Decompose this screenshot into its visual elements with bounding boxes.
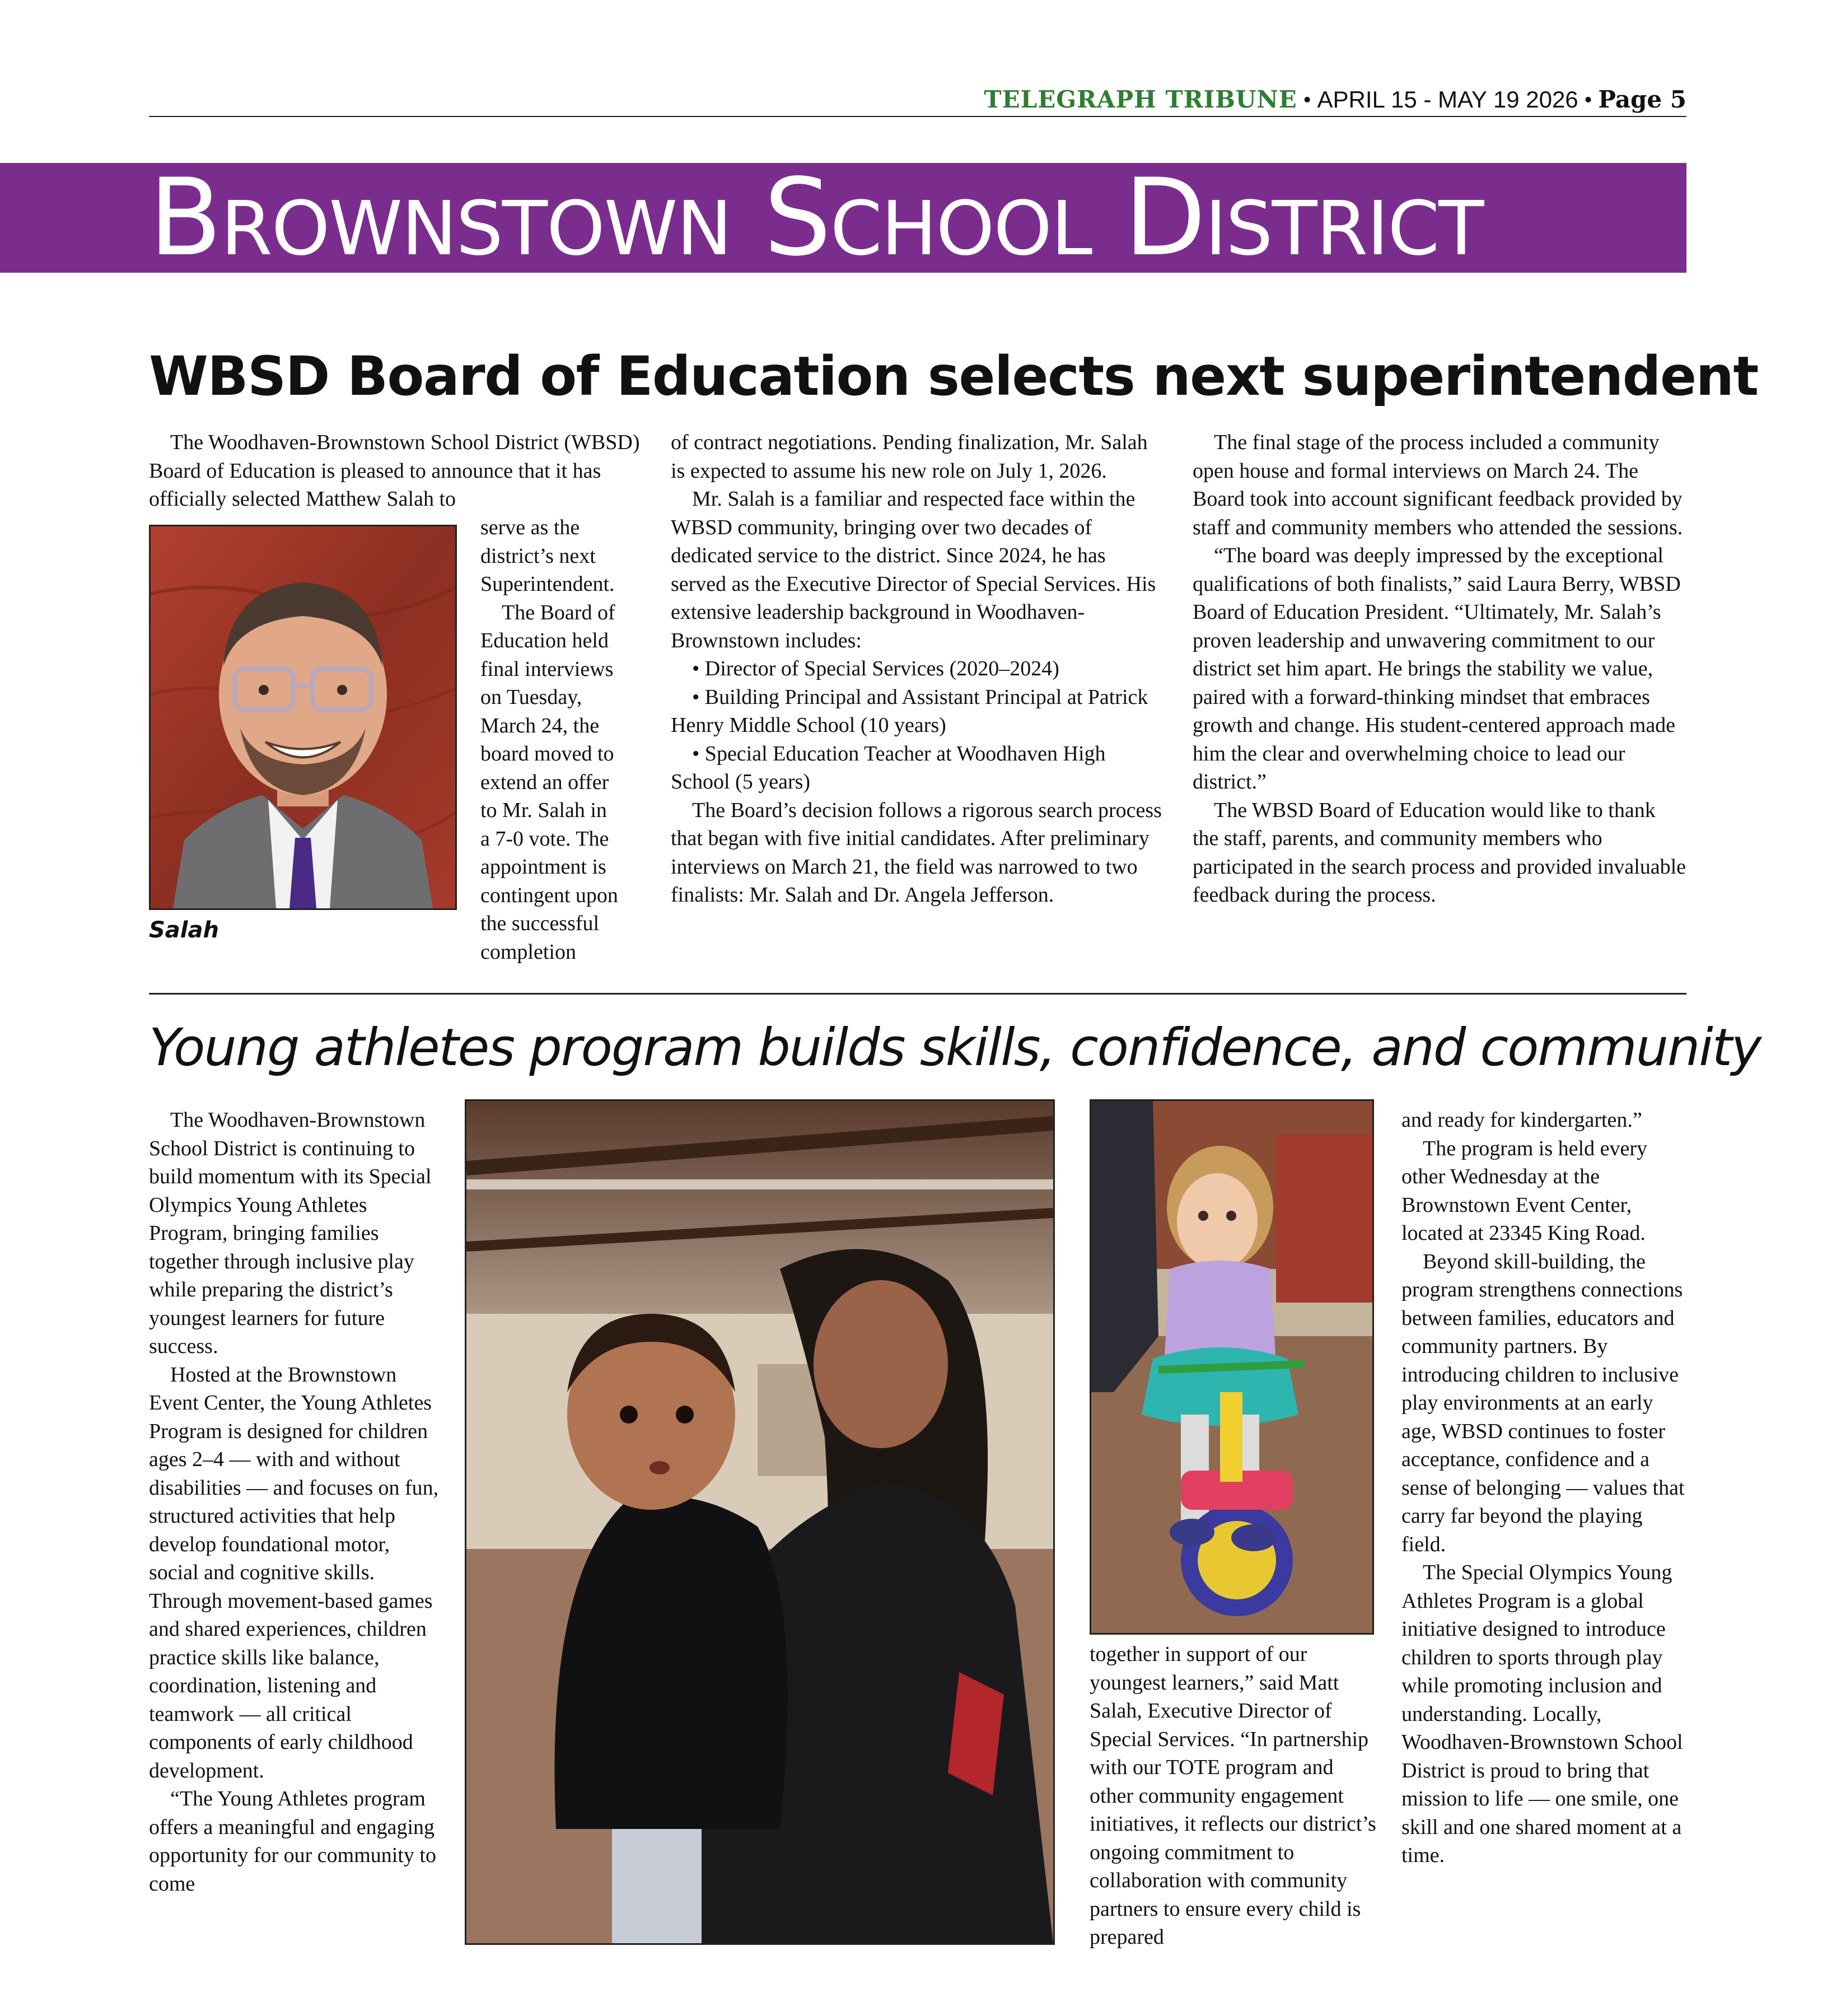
event-center-photo-illustration — [466, 1101, 1053, 1943]
wrap-line: district’s next — [480, 544, 596, 568]
paragraph: The Woodhaven-Brownstown School District is continuing to build momentum with its Special Olympics Young Athletes Program, bringing families together through inclusive play while preparing the district’s youngest learners for future success. — [149, 1108, 432, 1358]
wrap-line: Education held — [480, 629, 609, 652]
tricycle-photo-illustration — [1091, 1101, 1372, 1633]
girl-on-tricycle-photo — [1090, 1099, 1374, 1635]
paragraph: together in support of our youngest learners,” said Matt Salah, Executive Director of Special Services. “In partnership with our TOTE program and other community engagement initiatives, it reflects our district’s ongoing commitment to collaboration with community partners to ensure every child is prepared — [1090, 1642, 1376, 1949]
story2-column-3 — [1090, 1640, 1381, 1952]
story1-intro — [149, 428, 642, 514]
woman-holding-toddler-photo — [465, 1099, 1055, 1945]
wrap-line: completion — [480, 940, 576, 964]
page-number: Page 5 — [1598, 86, 1686, 113]
paragraph: The WBSD Board of Education would like to thank the staff, parents, and community members who participated in the search process and provided invaluable feedback during the process. — [1193, 798, 1686, 907]
wrap-line: final interviews — [480, 657, 614, 681]
list-item: • Special Education Teacher at Woodhaven High School (5 years) — [671, 741, 1106, 794]
folio-bullet: • — [1584, 87, 1592, 113]
paragraph: of contract negotiations. Pending finalization, Mr. Salah is expected to assume his new role on July 1, 2026. — [671, 431, 1148, 483]
paragraph: “The board was deeply impressed by the exceptional qualifications of both finalists,” said Laura Berry, WBSD Board of Education President. “Ultimately, Mr. Salah’s proven leadership and unwavering commitment to our district set him apart. He brings the stability we value, paired with a forward-thinking mindset that embraces growth and change. His student-centered approach made him the clear and overwhelming choice to lead our district.” — [1193, 544, 1681, 794]
wrap-line: extend an offer — [480, 770, 609, 794]
paragraph: The Special Olympics Young Athletes Program is a global initiative designed to introduce children to sports through play while promoting inclusion and understanding. Locally, Woodhaven-Brownstown School District is proud to bring that mission to life — one smile, one skill and one shared moment at a time. — [1401, 1561, 1683, 1867]
folio-bullet: • — [1303, 87, 1311, 113]
salah-portrait-illustration — [151, 526, 455, 908]
paragraph: “The Young Athletes program offers a meaningful and engaging opportunity for our community to come — [149, 1787, 436, 1896]
wrap-line: The Board of — [502, 600, 615, 624]
paragraph: and ready for kindergarten.” — [1401, 1108, 1642, 1132]
publication-name: TELEGRAPH TRIBUNE — [984, 86, 1297, 113]
story-divider — [149, 993, 1686, 995]
story2-column-1 — [149, 1106, 440, 1898]
photo-caption: Salah — [149, 917, 219, 943]
story1-headline: WBSD Board of Education selects next superintendent — [149, 345, 1758, 408]
paragraph: The program is held every other Wednesday at the Brownstown Event Center, located at 23345 King Road. — [1401, 1136, 1647, 1245]
paragraph: The final stage of the process included a community open house and formal interviews on March 24. The Board took into account significant feedback provided by staff and community members who attended the sessions. — [1193, 431, 1683, 539]
paragraph: Beyond skill-building, the program strengthens connections between families, educators and community partners. By introducing children to inclusive play environments at an early age, WBSD continues to foster acceptance, confidence and a sense of belonging — values that carry far beyond the playing field. — [1401, 1249, 1685, 1556]
list-item: • Director of Special Services (2020–2024) — [692, 657, 1059, 680]
wrap-line: a 7-0 vote. The — [480, 827, 609, 851]
paragraph: Hosted at the Brownstown Event Center, the Young Athletes Program is designed for children ages 2–4 — with and without disabilities — and focuses on fun, structured activities that help develop foundational motor, social and cognitive skills. Through movement-based games and shared experiences, children practice skills like balance, coordination, listening and teamwork — all critical components of early childhood development. — [149, 1362, 439, 1782]
wrap-line: contingent upon — [480, 883, 618, 907]
story1-intro-paragraph: The Woodhaven-Brownstown School District (WBSD) Board of Education is pleased to announce that it has officially selected Matthew Salah to — [149, 431, 640, 511]
paragraph: The Board’s decision follows a rigorous search process that began with five initial candidates. After preliminary interviews on March 21, the field was narrowed to two finalists: Mr. Salah and Dr. Angela Jefferson. — [671, 798, 1162, 907]
story2-column-4 — [1401, 1106, 1687, 1870]
folio — [149, 84, 1686, 115]
salah-photo — [149, 525, 457, 910]
wrap-line: board moved to — [480, 742, 614, 766]
folio-divider — [149, 116, 1686, 117]
wrap-line: Superintendent. — [480, 572, 615, 596]
wrap-line: March 24, the — [480, 713, 600, 738]
wrap-line: on Tuesday, — [480, 685, 582, 709]
paragraph: Mr. Salah is a familiar and respected face within the WBSD community, bringing over two decades of dedicated service to the district. Since 2024, he has served as the Executive Director of Special Services. His extensive leadership background in Woodhaven-Brownstown includes: — [671, 487, 1156, 652]
issue-dates: APRIL 15 - MAY 19 2026 — [1317, 86, 1578, 113]
wrap-line: appointment is — [480, 855, 606, 879]
wrap-line: serve as the — [480, 516, 580, 539]
story1-wrap-column — [480, 514, 642, 966]
story2-headline: Young athletes program builds skills, confidence, and community — [149, 1018, 1761, 1077]
wrap-line: the successful — [480, 912, 600, 935]
section-title: Brownstown School District — [149, 156, 1483, 279]
story1-column-3 — [1193, 428, 1686, 909]
list-item: • Building Principal and Assistant Principal at Patrick Henry Middle School (10 years) — [671, 685, 1148, 737]
wrap-line: to Mr. Salah in — [480, 799, 607, 822]
story1-column-2 — [671, 428, 1164, 909]
